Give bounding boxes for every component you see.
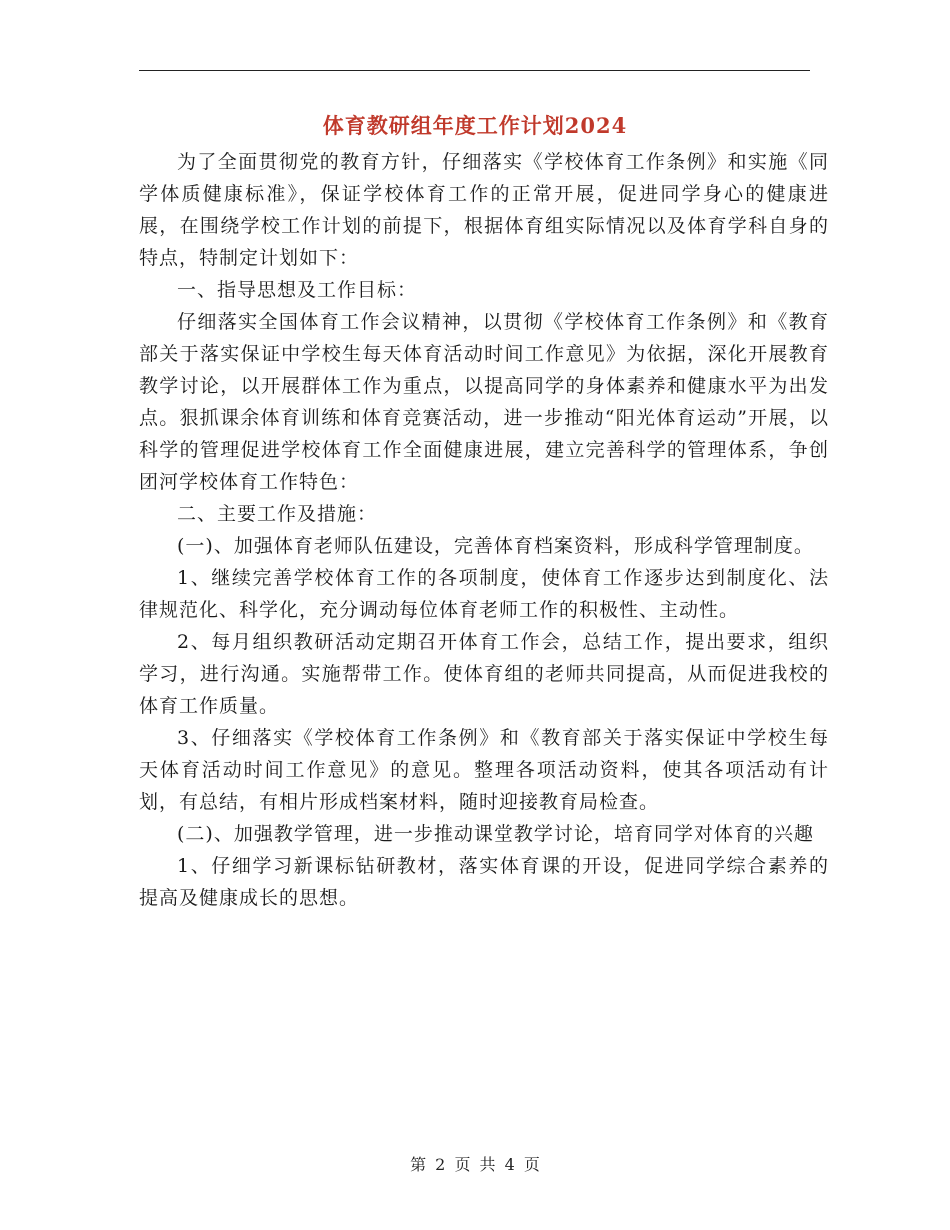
header-rule bbox=[139, 70, 810, 71]
list-item: 3、仔细落实《学校体育工作条例》和《教育部关于落实保证中学校生每天体育活动时间工作意见》的意见。整理各项活动资料，使其各项活动有计划，有总结，有相片形成档案材料，随时迎接教育局检查。 bbox=[139, 727, 829, 813]
page-number-footer: 第 2 页 共 4 页 bbox=[410, 1155, 540, 1174]
list-item: 2、每月组织教研活动定期召开体育工作会，总结工作，提出要求，组织学习，进行沟通。实施帮带工作。使体育组的老师共同提高，从而促进我校的体育工作质量。 bbox=[139, 631, 829, 717]
list-item: 1、仔细学习新课标钻研教材，落实体育课的开设，促进同学综合素养的提高及健康成长的思想。 bbox=[139, 855, 829, 909]
document-title: 体育教研组年度工作计划2024 bbox=[322, 113, 628, 138]
list-item: 1、继续完善学校体育工作的各项制度，使体育工作逐步达到制度化、法律规范化、科学化，充分调动每位体育老师工作的积极性、主动性。 bbox=[139, 567, 829, 621]
subsection-heading-1: (一)、加强体育老师队伍建设，完善体育档案资料，形成科学管理制度。 bbox=[177, 535, 814, 557]
intro-paragraph: 为了全面贯彻党的教育方针，仔细落实《学校体育工作条例》和实施《同学体质健康标准》，保证学校体育工作的正常开展，促进同学身心的健康进展，在围绕学校工作计划的前提下，根据体育组实际情况以及体育学科自身的特点，特制定计划如下： bbox=[139, 151, 829, 269]
section-heading-1: 一、指导思想及工作目标： bbox=[177, 279, 418, 301]
section-heading-2: 二、主要工作及措施： bbox=[177, 503, 378, 525]
document-body bbox=[139, 146, 829, 914]
subsection-heading-2: (二)、加强教学管理，进一步推动课堂教学讨论，培育同学对体育的兴趣 bbox=[177, 823, 814, 845]
guiding-thought-paragraph: 仔细落实全国体育工作会议精神，以贯彻《学校体育工作条例》和《教育部关于落实保证中学校生每天体育活动时间工作意见》为依据，深化开展教育教学讨论，以开展群体工作为重点，以提高同学的身体素养和健康水平为出发点。狠抓课余体育训练和体育竞赛活动，进一步推动“阳光体育运动”开展，以科学的管理促进学校体育工作全面健康进展，建立完善科学的管理体系，争创团河学校体育工作特色： bbox=[139, 311, 829, 493]
